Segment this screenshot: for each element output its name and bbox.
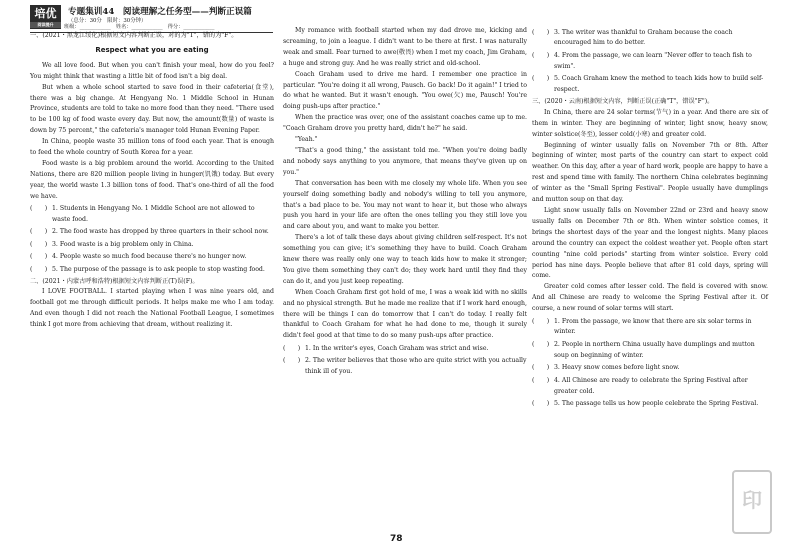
logo-tag: 阅读提升 <box>30 22 61 28</box>
question-text: 2. The food waste has dropped by three quarters in their school now. <box>52 228 269 236</box>
passage-3-paragraph: Beginning of winter usually falls on November 7th or 8th. After beginning of winter, most parts of the country can start to expect cold weather. On this day, after a year of hard work, people are happy to have a rest and spend time with family. The northern China celebrates beginning of winter as the "Small Spring Festival". People usually have dumplings and mutton soup on that day. <box>532 141 768 204</box>
passage-1-paragraph: Food waste is a big problem around the world. According to the United Nations, there are 820 million people living in hunger(饥饿) today. But every year, the world waste 1.3 billion tons of food. That's one-third of all the food we have. <box>30 159 274 200</box>
score-time-info: （总分：30分 限时：30分钟） <box>68 18 147 24</box>
page-number: 78 <box>390 534 403 544</box>
brand-logo <box>30 5 61 29</box>
logo-text: 培优 <box>34 7 57 20</box>
question-item <box>283 356 527 378</box>
question-text: 5. The purpose of the passage is to ask people to stop wasting food. <box>52 265 265 273</box>
passage-2-paragraph: "Yeah." <box>295 136 318 144</box>
question-item <box>532 74 768 96</box>
answer-blank[interactable]: ( ) <box>532 399 550 407</box>
question-text: 1. In the writer's eyes, Coach Graham was strict and wise. <box>305 344 489 352</box>
question-text: 3. Food waste is a big problem only in China. <box>52 240 194 248</box>
section-3-label: 三、(2020・云南)根据短文内容，判断正误(正确"T"，错误"F")。 <box>532 97 714 105</box>
question-text: 4. From the passage, we can learn "Never offer to teach fish to swim". <box>554 51 752 70</box>
question-text: 2. The writer believes that those who are quite strict with you actually think ill of you. <box>305 357 527 376</box>
answer-blank[interactable]: ( ) <box>532 51 550 59</box>
passage-2-paragraph: I LOVE FOOTBALL. I started playing when I was nine years old, and football got me through difficult periods. It helps make me who I am today. And even though I did not reach the National Football League, I sometimes think I got more from achieving that dream, without realizing it. <box>30 288 274 329</box>
passage-1-paragraph: But when a whole school started to save food in their cafeteria(食堂), there was a big change. At Hengyang No. 1 Middle School in Hunan Province, students are told to take no more food than they need. "There used to be 100 kg of food waste every day. But now, the amount(数量) of waste is down by 75 percent," the cafeteria's manager told Hunan Evening Paper. <box>30 83 274 135</box>
question-text: 3. Heavy snow comes before light snow. <box>554 364 680 372</box>
answer-blank[interactable]: ( ) <box>532 75 550 83</box>
passage-2-paragraph: Coach Graham used to drive me hard. I remember one practice in particular. "You're doing it all wrong, Pausch. Go back! Do it again!" I tried to do what he wanted. But it wasn't enough. "You owe(欠) me, Pausch! You're doing push-ups after practice." <box>283 70 527 111</box>
question-text: 1. Students in Hengyang No. 1 Middle School are not allowed to waste food. <box>52 205 255 223</box>
question-item <box>532 340 768 362</box>
question-item <box>30 252 274 263</box>
passage-2-paragraph: My romance with football started when my dad drove me, kicking and screaming, to join a league. I didn't want to be there at first. I was naturally weak and small. Fear turned to awe(敬畏) when I met my coach, Jim Graham, a huge and strong guy. And he was really strict and old-school. <box>283 27 527 67</box>
answer-blank[interactable]: ( ) <box>283 357 301 365</box>
question-item <box>532 51 768 73</box>
answer-blank[interactable]: ( ) <box>30 240 48 248</box>
question-item <box>30 240 274 251</box>
question-text: 4. All Chinese are ready to celebrate the Spring Festival after greater cold. <box>554 376 748 395</box>
question-item <box>532 317 768 339</box>
worksheet-header <box>30 5 273 29</box>
answer-blank[interactable]: ( ) <box>30 253 48 261</box>
section-1-label: 一、(2021・黑龙江绥化)根据短文内容判断正误，对的为"T"，错的为"F"。 <box>30 32 238 39</box>
section-2-label: 二、(2021・内蒙古呼和浩特)根据短文内容判断正(T)误(F)。 <box>30 277 199 285</box>
column-right <box>532 26 768 410</box>
question-item <box>30 204 274 226</box>
question-item <box>532 363 768 374</box>
question-text: 2. People in northern China usually have dumplings and mutton soup on beginning of winter. <box>554 340 755 359</box>
passage-1-paragraph: We all love food. But when you can't finish your meal, how do you feel? You might think that wasting a little bit of food isn't a big deal. <box>30 61 274 80</box>
answer-blank[interactable]: ( ) <box>30 228 48 236</box>
question-item <box>532 28 768 50</box>
question-text: 5. Coach Graham knew the method to teach kids how to build self-respect. <box>554 75 764 94</box>
passage-2-paragraph: "That's a good thing," the assistant told me. "When you're doing badly and nobody says anything to you anymore, that means they've given up on you." <box>283 146 527 176</box>
passage-3-paragraph: Greater cold comes after lesser cold. The field is covered with snow. And all Chinese are ready to welcome the Spring Festival after it. Of course, a new round of solar terms will start. <box>532 283 768 313</box>
watermark-seal: 印 <box>732 470 772 534</box>
column-left <box>30 30 274 331</box>
answer-blank[interactable]: ( ) <box>532 317 550 325</box>
passage-2-paragraph: There's a lot of talk these days about giving children self-respect. It's not something you can give; it's something they have to build. Coach Graham knew there was really only one way to teach kids how to make it stronger; You give them something they can't do; they work hard until they find they can do it, and you just keep repeating. <box>283 234 527 285</box>
passage-1-paragraph: In China, people waste 35 million tons of food each year. That is enough to feed the whole country of South Korea for a year. <box>30 138 274 157</box>
answer-blank[interactable]: ( ) <box>30 265 48 273</box>
question-text: 5. The passage tells us how people celebrate the Spring Festival. <box>554 399 759 407</box>
answer-blank[interactable]: ( ) <box>532 364 550 372</box>
question-item <box>30 265 274 276</box>
question-item <box>30 227 274 238</box>
question-item <box>283 344 527 355</box>
passage-2-paragraph: When the practice was over, one of the assistant coaches came up to me. "Coach Graham drove you pretty hard, didn't he?" he said. <box>283 114 527 133</box>
passage-2-paragraph: That conversation has been with me closely my whole life. When you see yourself doing something badly and nobody's willing to tell you anymore, that's a bad place to be. You may not want to hear it, but those who always push you hard in your life are often the ones telling you they still love you and care about you, and want to make you better. <box>283 179 527 231</box>
passage-3-paragraph: Light snow usually falls on November 22nd or 23rd and heavy snow usually falls on December 7th or 8th. When winter solstice comes, it brings the shortest days of the year and the longest nights. Many places around the country can expect the coldest weather yet. People often start counting "nine cold periods" starting from winter solstice. Every cold period has nine days. People believe that after 81 cold days, spring will come. <box>532 207 768 280</box>
answer-blank[interactable]: ( ) <box>532 28 550 36</box>
answer-blank[interactable]: ( ) <box>532 376 550 384</box>
question-text: 3. The writer was thankful to Graham because the coach encouraged him to do better. <box>554 28 733 47</box>
student-info-fields: 班级：____________ 姓名：____________ 得分：____________ <box>64 24 215 30</box>
answer-blank[interactable]: ( ) <box>532 340 550 348</box>
answer-blank[interactable]: ( ) <box>30 205 48 213</box>
worksheet-title: 专题集训44 阅读理解之任务型——判断正误篇 <box>68 7 252 17</box>
question-item <box>532 399 768 410</box>
passage-1-title: Respect what you are eating <box>95 45 209 54</box>
passage-2-paragraph: When Coach Graham first got hold of me, I was a weak kid with no skills and no physical strength. But he made me realize that if I work hard enough, there will be things I can do tomorrow that I can't do today. I really felt thankful to Coach Graham for what he had done to me, though it surely didn't feel good at that time to do so many push-ups after practice. <box>283 288 527 340</box>
question-text: 1. From the passage, we know that there are six solar terms in winter. <box>554 317 752 336</box>
question-text: 4. People waste so much food because there's no hunger now. <box>52 253 247 261</box>
column-middle <box>283 26 527 378</box>
question-item <box>532 376 768 398</box>
answer-blank[interactable]: ( ) <box>283 344 301 352</box>
passage-3-paragraph: In China, there are 24 solar terms(节气) in a year. And there are six of them in winter. They are beginning of winter, light snow, heavy snow, winter solstice(冬至), lesser cold(小寒) and greater cold. <box>532 108 768 138</box>
